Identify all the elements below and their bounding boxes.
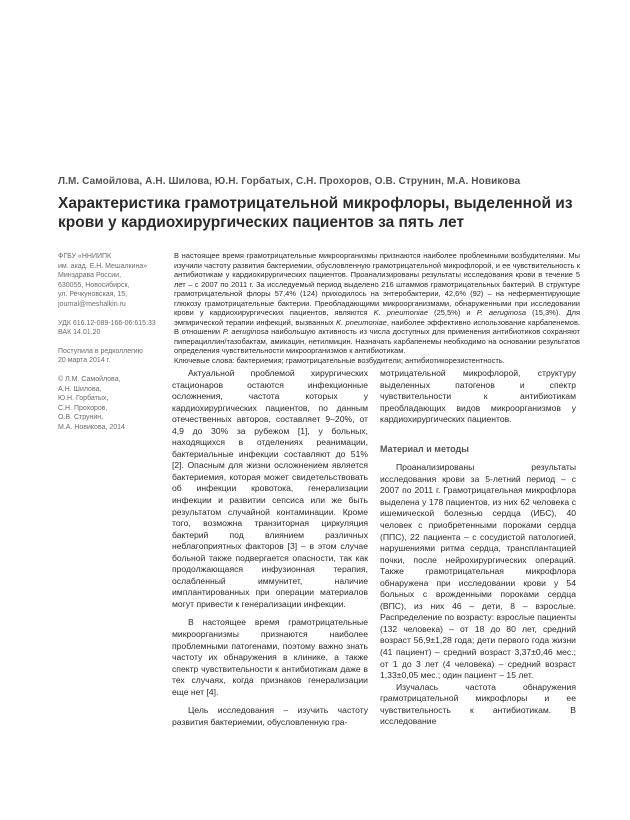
copyright-line: М.А. Новикова, 2014 — [58, 423, 125, 431]
affiliation-block — [58, 252, 168, 310]
affiliation-line: Минздрава России, — [58, 272, 122, 280]
body-paragraph: Изучалась частота обнаружения грамотрицательной микрофлоры и ее чувствительность к антибиотикам. В исследование — [380, 681, 576, 727]
body-column-left — [172, 368, 368, 728]
organism-name: P. aeruginosa — [222, 327, 269, 336]
body-paragraph: мотрицательной микрофлорой, структуру выделенных патогенов и спектр чувствительности к антибиотикам преобладающих видов микроорганизмов у кардиохирургических пациентов. — [380, 368, 576, 425]
body-paragraph: Проанализированы результаты исследования крови за 5-летний период – с 2007 по 2011 г. Грамотрицательная микрофлора выделена у 178 пациентов, из них 62 человека с ишемической болезнью сердца (ИБС), 40 человек с приобретенными пороками сердца (ППС), 22 пациента – с сосудистой патологией, нарушениями ритма сердца, трансплантацией почки, после нейрохирургических операций. Также грамотрицательная микрофлора обнаружена при исследовании крови у 54 больных с врожденными пороками сердца (ВПС), из них 46 – дети, 8 – взрослые. Распределение по возрасту: взрослые пациенты (132 человека) – от 18 до 80 лет, средний возраст 56,9±1,28 года; дети первого года жизни (41 пациент) – средний возраст 3,37±0,46 мес.; от 1 до 3 лет (4 человека) – средний возраст 1,33±0,05 мес.; один пациент – 15 лет. — [380, 462, 576, 681]
article-authors: Л.М. Самойлова, А.Н. Шилова, Ю.Н. Горбатых, С.Н. Прохоров, О.В. Струнин, М.А. Новикова — [58, 176, 521, 187]
affiliation-line: ул. Речкуновская, 15, — [58, 291, 128, 299]
abstract-text — [174, 251, 580, 356]
keywords: Ключевые слова: бактериемия; грамотрицательные возбудители; антибиотикорезистентность. — [174, 355, 505, 365]
body-column-right — [380, 368, 576, 728]
received-block — [58, 347, 168, 366]
body-paragraph: Цель исследования – изучить частоту развития бактериемии, обусловленную гра- — [172, 705, 368, 727]
organism-name: K. pneumoniae — [336, 317, 387, 327]
affiliation-line: ФГБУ «ННИИПК — [58, 253, 112, 260]
abstract-segment: , наиболее эффективно использование карбапенемов. В отношении — [174, 317, 581, 336]
abstract-segment: (25,5%) и — [428, 308, 477, 317]
copyright-line: © Л.М. Самойлова, — [58, 375, 121, 383]
affiliation-line: им. акад. Е.Н. Мешалкина» — [58, 262, 148, 270]
udk-code: УДК 616.12-089-166-06:615:33 — [58, 319, 156, 327]
affiliation-email[interactable]: journal@meshalkin.ru — [58, 300, 126, 308]
copyright-block — [58, 375, 168, 433]
classification-block — [58, 319, 168, 338]
abstract-segment: В настоящее время грамотрицательные микроорганизмы признаются наиболее проблемными возбудителями. Мы изучили частоту развития бактериемии, обусловленную грамотрицательной микрофлорой, и ее чувствительность к антибиотикам у кардиохирургических пациентов. Проанализированы результаты исследования крови в течение 5 лет – с 2007 по 2011 г. За исследуемый период выделено 216 штаммов грамотрицательных бактерий. В структуре грамотрицательной флоры 57,4% (124) приходилось на энтеробактерии, 42,6% (92) – на неферментирующие глюкозу грамотрицательные бактерии. Преобладающими микроорганизмами, обнаруженными при исследовании крови у кардиохирургических пациентов, являются — [174, 251, 580, 317]
abstract-segment: наибольшую активность из числа доступных для применения антибиотиков сохраняют пиперациллин/тазобактам, амикацин, нетилмицин. Назначать карбапенемы необходимо на основании результатов определения чувствительности микроорганизмов к антибиотикам. — [174, 327, 580, 355]
copyright-line: А.Н. Шилова, — [58, 385, 102, 393]
vak-code: ВАК 14.01.20 — [58, 329, 101, 337]
received-date: 20 марта 2014 г. — [58, 357, 111, 365]
body-paragraph: Актуальной проблемой хирургических стационаров остаются инфекционные осложнения, частота которых у кардиохирургических пациентов, по данным отечественных авторов, составляет 9–20%, от 4,9 до 30% за рубежом [1], у больных, находящихся в отделениях реанимации, бактериальные инфекции составляют до 51% [2]. Опасным для жизни осложнением является бактериемия, которая может свидетельствовать об инфекции кровотока, генерализации инфекции и развитии сепсиса или же быть результатом случайной контаминации. Кроме того, возможна транзиторная циркуляция бактерий под влиянием различных неблагоприятных факторов [3] – в этом случае больной также подвергается опасности, так как продолжающаяся инфузионная терапия, ослабленный иммунитет, наличие имплантированных при операции материалов могут привести к генерализации инфекции. — [172, 368, 368, 609]
organism-name: K. pneumoniae — [373, 308, 429, 317]
received-label: Поступила в редколлегию — [58, 347, 143, 355]
abstract — [174, 251, 580, 365]
article-sidebar — [58, 252, 168, 442]
copyright-line: Ю.Н. Горбатых, — [58, 395, 109, 403]
abstract-segment: (15,3%). Для эмпирической терапии инфекций, вызванных — [174, 308, 581, 327]
affiliation-line: 630055, Новосибирск, — [58, 281, 130, 289]
section-heading-methods: Материал и методы — [380, 443, 469, 454]
organism-name: P. aeruginosa — [476, 308, 526, 317]
body-paragraph: В настоящее время грамотрицательные микроорганизмы признаются наиболее проблемными патогенами, поэтому важно знать частоту их обнаружения в клинике, а также спектр чувствительности к антибиотикам даже в тех случаях, когда признаков генерализации еще нет [4]. — [172, 617, 368, 697]
copyright-line: С.Н. Прохоров, — [58, 404, 108, 412]
copyright-line: О.В. Струнин, — [58, 414, 104, 422]
article-title: Характеристика грамотрицательной микрофлоры, выделенной из крови у кардиохирургических пациентов за пять лет — [58, 195, 573, 231]
